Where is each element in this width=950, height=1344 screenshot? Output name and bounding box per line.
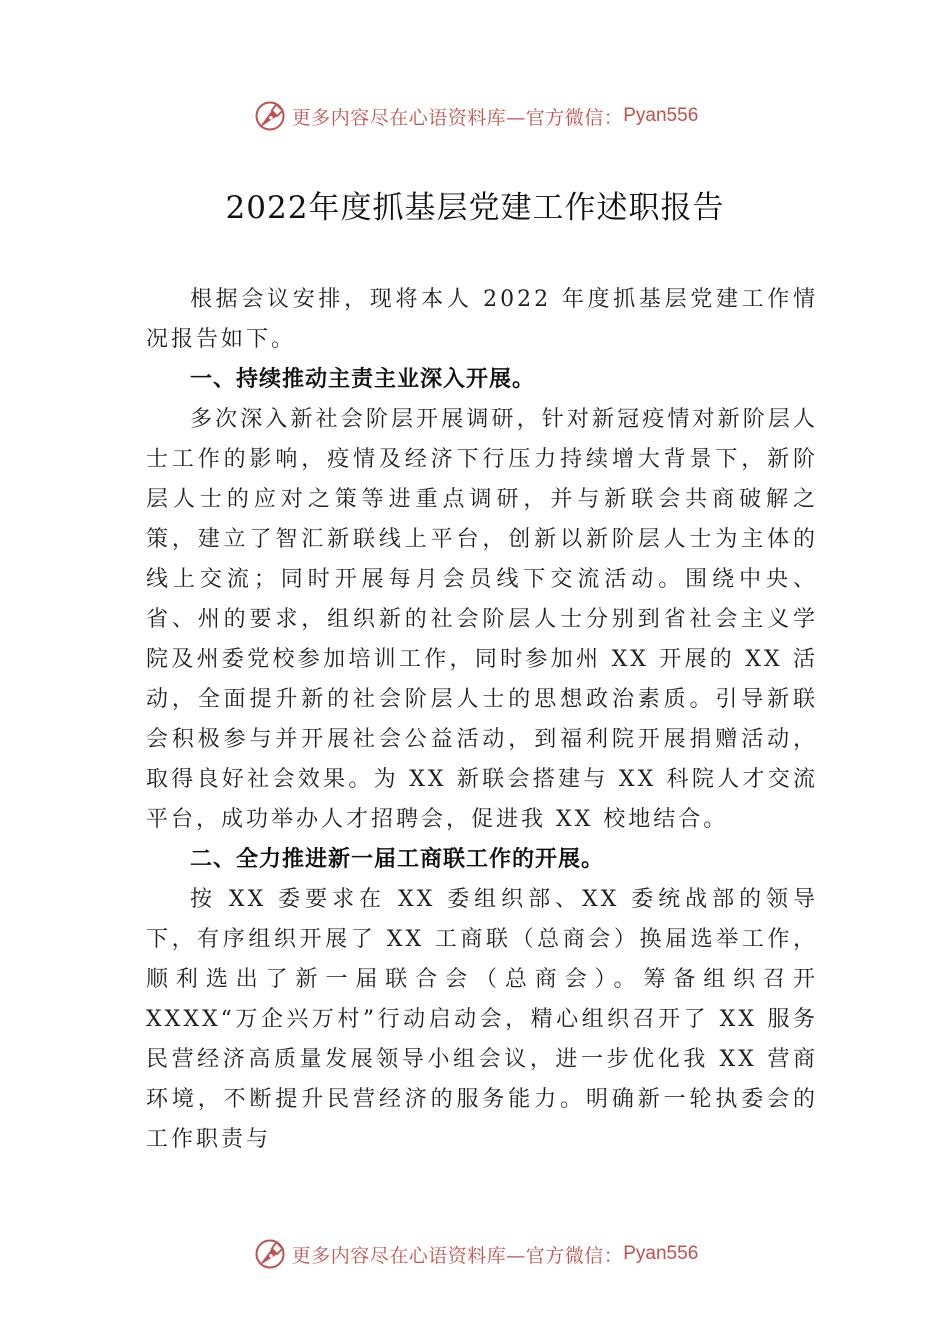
watermark-text: 更多内容尽在心语资料库—官方微信：	[291, 106, 624, 129]
intro-paragraph: 根据会议安排，现将本人 2022 年度抓基层党建工作情况报告如下。	[146, 287, 818, 352]
header-watermark	[0, 96, 950, 136]
section-heading-1: 一、持续推动主责主业深入开展。	[190, 367, 536, 392]
watermark-text: 更多内容尽在心语资料库—官方微信：	[291, 1244, 624, 1267]
section-paragraph-2: 按 XX 委要求在 XX 委组织部、XX 委统战部的领导下，有序组织开展了 XX 工商联（总商会）换届选举工作，顺利选出了新一届联合会（总商会）。筹备组织召开 XXXX“万企兴万村”行动启动会，精心组织召开了 XX 服务民营经济高质量发展领导小组会议，进一步优化我 XX 营商环境，不断提升民营经济的服务能力。明确新一轮执委会的工作职责与	[146, 887, 818, 1152]
section-heading-2: 二、全力推进新一届工商联工作的开展。	[190, 847, 605, 872]
document-title: 2022年度抓基层党建工作述职报告	[225, 190, 725, 226]
watermark-content	[252, 98, 699, 134]
document-body	[146, 280, 818, 1160]
section-paragraph-1: 多次深入新社会阶层开展调研，针对新冠疫情对新阶层人士工作的影响，疫情及经济下行压力持续增大背景下，新阶层人士的应对之策等进重点调研，并与新联会共商破解之策，建立了智汇新联线上平台，创新以新阶层人士为主体的线上交流；同时开展每月会员线下交流活动。围绕中央、省、州的要求，组织新的社会阶层人士分别到省社会主义学院及州委党校参加培训工作，同时参加州 XX 开展的 XX 活动，全面提升新的社会阶层人士的思想政治素质。引导新联会积极参与并开展社会公益活动，到福利院开展捐赠活动，取得良好社会效果。为 XX 新联会搭建与 XX 科院人才交流平台，成功举办人才招聘会，促进我 XX 校地结合。	[146, 407, 818, 832]
watermark-wechat-id: Pyan556	[623, 1243, 699, 1264]
pen-nib-logo-icon	[252, 98, 288, 134]
watermark-wechat-id: Pyan556	[623, 105, 699, 126]
pen-nib-logo-icon	[252, 1236, 288, 1272]
watermark-content	[252, 1236, 699, 1272]
footer-watermark	[0, 1234, 950, 1274]
